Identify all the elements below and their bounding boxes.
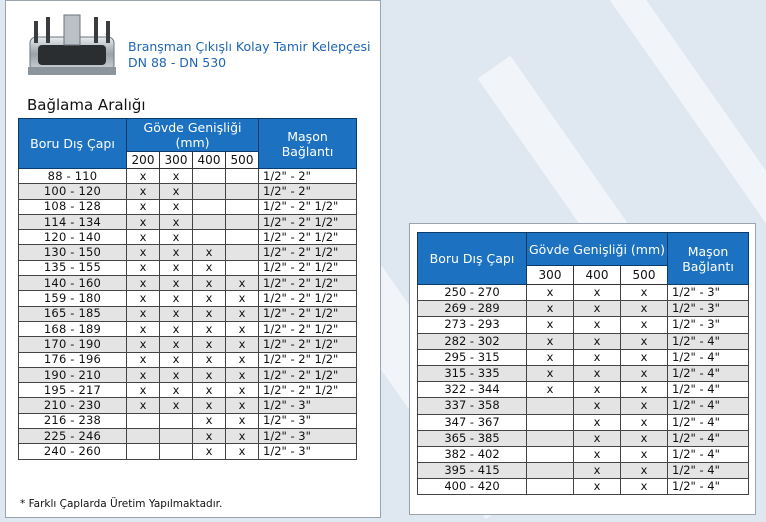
connection-cell: 1/2" - 3" xyxy=(668,301,749,317)
width-500-cell xyxy=(226,260,259,275)
connection-cell: 1/2" - 2" 1/2" xyxy=(259,291,357,306)
connection-cell: 1/2" - 4" xyxy=(668,382,749,398)
width-300-cell: x xyxy=(527,349,574,365)
table-row xyxy=(19,169,357,184)
width-200-cell: x xyxy=(127,260,160,275)
width-400-cell: x xyxy=(193,413,226,428)
pipe-range-cell: 159 - 180 xyxy=(19,291,127,306)
width-400-cell: x xyxy=(193,383,226,398)
width-200-cell: x xyxy=(127,199,160,214)
pipe-range-cell: 168 - 189 xyxy=(19,321,127,336)
width-500-cell xyxy=(226,214,259,229)
width-300-cell xyxy=(527,479,574,495)
width-400-cell: x xyxy=(193,245,226,260)
table-row xyxy=(418,446,749,462)
width-500-cell: x xyxy=(226,306,259,321)
width-400-cell xyxy=(193,199,226,214)
pipe-range-cell: 135 - 155 xyxy=(19,260,127,275)
width-400-cell: x xyxy=(574,398,621,414)
width-300-cell: x xyxy=(527,382,574,398)
table-row xyxy=(418,382,749,398)
table-row xyxy=(418,398,749,414)
width-400-cell: x xyxy=(193,321,226,336)
width-500-cell xyxy=(226,245,259,260)
width-400-cell: x xyxy=(193,306,226,321)
width-header: 300 xyxy=(527,266,574,285)
width-300-cell xyxy=(160,444,193,459)
width-200-cell xyxy=(127,429,160,444)
width-300-cell xyxy=(160,413,193,428)
connection-cell: 1/2" - 3" xyxy=(259,413,357,428)
col-header-connection-line1: Maşon xyxy=(687,243,729,259)
connection-cell: 1/2" - 2" 1/2" xyxy=(259,352,357,367)
connection-cell: 1/2" - 4" xyxy=(668,365,749,381)
width-300-cell: x xyxy=(160,383,193,398)
right-spec-table xyxy=(417,232,749,495)
pipe-range-cell: 365 - 385 xyxy=(418,430,527,446)
width-500-cell: x xyxy=(621,317,668,333)
table-row xyxy=(19,321,357,336)
table-row xyxy=(418,463,749,479)
table-row xyxy=(19,444,357,459)
width-300-cell: x xyxy=(160,398,193,413)
pipe-range-cell: 216 - 238 xyxy=(19,413,127,428)
width-500-cell xyxy=(226,199,259,214)
width-200-cell: x xyxy=(127,306,160,321)
width-500-cell: x xyxy=(226,383,259,398)
footnote: * Farklı Çaplarda Üretim Yapılmaktadır. xyxy=(20,498,223,510)
width-500-cell: x xyxy=(621,333,668,349)
connection-cell: 1/2" - 4" xyxy=(668,349,749,365)
width-500-cell: x xyxy=(621,446,668,462)
width-500-cell: x xyxy=(226,321,259,336)
width-400-cell: x xyxy=(574,430,621,446)
width-300-cell: x xyxy=(527,333,574,349)
width-300-cell xyxy=(527,430,574,446)
width-300-cell: x xyxy=(160,367,193,382)
width-200-cell: x xyxy=(127,367,160,382)
width-200-cell: x xyxy=(127,398,160,413)
width-500-cell xyxy=(226,184,259,199)
table-row xyxy=(19,230,357,245)
width-200-cell: x xyxy=(127,321,160,336)
width-400-cell: x xyxy=(193,291,226,306)
left-spec-table xyxy=(18,118,357,460)
width-header: 500 xyxy=(621,266,668,285)
connection-cell: 1/2" - 3" xyxy=(259,398,357,413)
col-header-body-width: Gövde Genişliği (mm) xyxy=(127,119,259,152)
pipe-range-cell: 140 - 160 xyxy=(19,276,127,291)
table-row xyxy=(19,398,357,413)
connection-cell: 1/2" - 4" xyxy=(668,333,749,349)
left-spec-panel xyxy=(5,0,381,518)
connection-cell: 1/2" - 2" 1/2" xyxy=(259,306,357,321)
width-400-cell xyxy=(193,230,226,245)
table-row xyxy=(418,301,749,317)
width-400-cell: x xyxy=(574,382,621,398)
pipe-range-cell: 322 - 344 xyxy=(418,382,527,398)
pipe-range-cell: 114 - 134 xyxy=(19,214,127,229)
connection-cell: 1/2" - 2" 1/2" xyxy=(259,214,357,229)
table-row xyxy=(19,337,357,352)
pipe-range-cell: 165 - 185 xyxy=(19,306,127,321)
width-500-cell: x xyxy=(621,479,668,495)
table-row xyxy=(418,333,749,349)
connection-cell: 1/2" - 4" xyxy=(668,479,749,495)
pipe-range-cell: 225 - 246 xyxy=(19,429,127,444)
width-500-cell: x xyxy=(621,398,668,414)
width-200-cell: x xyxy=(127,383,160,398)
width-400-cell xyxy=(193,214,226,229)
pipe-range-cell: 176 - 196 xyxy=(19,352,127,367)
connection-cell: 1/2" - 2" xyxy=(259,184,357,199)
width-500-cell: x xyxy=(226,276,259,291)
width-300-cell xyxy=(527,414,574,430)
width-500-cell: x xyxy=(226,337,259,352)
width-400-cell: x xyxy=(193,352,226,367)
width-400-cell: x xyxy=(193,337,226,352)
width-500-cell: x xyxy=(226,413,259,428)
width-500-cell: x xyxy=(621,349,668,365)
width-header: 200 xyxy=(127,152,160,169)
width-500-cell: x xyxy=(226,352,259,367)
table-row xyxy=(19,413,357,428)
table-row xyxy=(418,414,749,430)
pipe-range-cell: 195 - 217 xyxy=(19,383,127,398)
table-row xyxy=(418,349,749,365)
pipe-range-cell: 250 - 270 xyxy=(418,285,527,301)
table-row xyxy=(19,245,357,260)
col-header-connection xyxy=(259,119,357,169)
table-row xyxy=(19,199,357,214)
width-500-cell: x xyxy=(226,429,259,444)
connection-cell: 1/2" - 2" 1/2" xyxy=(259,367,357,382)
connection-cell: 1/2" - 2" 1/2" xyxy=(259,199,357,214)
pipe-range-cell: 382 - 402 xyxy=(418,446,527,462)
width-400-cell: x xyxy=(574,365,621,381)
pipe-range-cell: 400 - 420 xyxy=(418,479,527,495)
width-header: 300 xyxy=(160,152,193,169)
width-500-cell: x xyxy=(621,382,668,398)
pipe-range-cell: 347 - 367 xyxy=(418,414,527,430)
width-400-cell: x xyxy=(574,301,621,317)
table-row xyxy=(19,260,357,275)
col-header-body-width: Gövde Genişliği (mm) xyxy=(527,233,668,266)
connection-cell: 1/2" - 2" 1/2" xyxy=(259,276,357,291)
width-300-cell: x xyxy=(160,184,193,199)
width-300-cell: x xyxy=(160,321,193,336)
table-row xyxy=(19,306,357,321)
width-500-cell: x xyxy=(226,367,259,382)
width-300-cell: x xyxy=(527,317,574,333)
table-row xyxy=(19,367,357,382)
connection-cell: 1/2" - 3" xyxy=(259,444,357,459)
pipe-range-cell: 190 - 210 xyxy=(19,367,127,382)
table-row xyxy=(19,184,357,199)
right-spec-panel xyxy=(409,223,756,515)
width-300-cell: x xyxy=(160,291,193,306)
width-500-cell: x xyxy=(226,398,259,413)
width-200-cell: x xyxy=(127,230,160,245)
width-300-cell: x xyxy=(527,365,574,381)
width-200-cell: x xyxy=(127,291,160,306)
col-header-connection xyxy=(668,233,749,285)
width-500-cell: x xyxy=(621,463,668,479)
width-300-cell: x xyxy=(527,301,574,317)
width-500-cell: x xyxy=(226,444,259,459)
width-500-cell: x xyxy=(621,414,668,430)
pipe-range-cell: 100 - 120 xyxy=(19,184,127,199)
table-row xyxy=(19,383,357,398)
col-header-pipe-diameter: Boru Dış Çapı xyxy=(418,233,527,285)
pipe-range-cell: 395 - 415 xyxy=(418,463,527,479)
connection-cell: 1/2" - 2" xyxy=(259,169,357,184)
width-400-cell: x xyxy=(574,333,621,349)
width-300-cell: x xyxy=(527,285,574,301)
pipe-range-cell: 315 - 335 xyxy=(418,365,527,381)
width-300-cell: x xyxy=(160,337,193,352)
width-200-cell: x xyxy=(127,169,160,184)
pipe-range-cell: 108 - 128 xyxy=(19,199,127,214)
width-400-cell: x xyxy=(193,367,226,382)
connection-cell: 1/2" - 4" xyxy=(668,446,749,462)
pipe-range-cell: 130 - 150 xyxy=(19,245,127,260)
width-400-cell: x xyxy=(574,479,621,495)
table-row xyxy=(19,352,357,367)
pipe-range-cell: 269 - 289 xyxy=(418,301,527,317)
width-200-cell: x xyxy=(127,245,160,260)
width-300-cell xyxy=(160,429,193,444)
width-400-cell: x xyxy=(574,463,621,479)
width-400-cell: x xyxy=(193,276,226,291)
connection-cell: 1/2" - 4" xyxy=(668,414,749,430)
pipe-range-cell: 240 - 260 xyxy=(19,444,127,459)
width-header: 400 xyxy=(574,266,621,285)
width-500-cell: x xyxy=(226,291,259,306)
width-400-cell: x xyxy=(193,398,226,413)
width-300-cell: x xyxy=(160,230,193,245)
connection-cell: 1/2" - 2" 1/2" xyxy=(259,230,357,245)
width-200-cell xyxy=(127,444,160,459)
connection-cell: 1/2" - 3" xyxy=(668,285,749,301)
pipe-range-cell: 337 - 358 xyxy=(418,398,527,414)
table-row xyxy=(19,214,357,229)
pipe-range-cell: 170 - 190 xyxy=(19,337,127,352)
width-200-cell xyxy=(127,413,160,428)
width-300-cell xyxy=(527,446,574,462)
pipe-range-cell: 120 - 140 xyxy=(19,230,127,245)
connection-cell: 1/2" - 2" 1/2" xyxy=(259,321,357,336)
table-row xyxy=(19,429,357,444)
table-row xyxy=(19,291,357,306)
width-400-cell: x xyxy=(193,260,226,275)
width-400-cell: x xyxy=(574,349,621,365)
product-name: Branşman Çıkışlı Kolay Tamir Kelepçesi xyxy=(128,39,371,54)
table-row xyxy=(19,276,357,291)
col-header-connection-line1: Maşon xyxy=(287,128,328,144)
width-300-cell xyxy=(527,398,574,414)
width-400-cell: x xyxy=(574,446,621,462)
width-300-cell: x xyxy=(160,352,193,367)
col-header-pipe-diameter: Boru Dış Çapı xyxy=(19,119,127,169)
width-500-cell: x xyxy=(621,365,668,381)
width-300-cell: x xyxy=(160,245,193,260)
table-row xyxy=(418,365,749,381)
connection-cell: 1/2" - 4" xyxy=(668,398,749,414)
connection-cell: 1/2" - 4" xyxy=(668,430,749,446)
width-400-cell: x xyxy=(193,444,226,459)
width-200-cell: x xyxy=(127,184,160,199)
pipe-range-cell: 210 - 230 xyxy=(19,398,127,413)
width-500-cell xyxy=(226,230,259,245)
width-400-cell xyxy=(193,169,226,184)
connection-cell: 1/2" - 2" 1/2" xyxy=(259,337,357,352)
width-400-cell: x xyxy=(193,429,226,444)
table-row xyxy=(418,430,749,446)
width-200-cell: x xyxy=(127,352,160,367)
width-500-cell: x xyxy=(621,285,668,301)
connection-cell: 1/2" - 2" 1/2" xyxy=(259,260,357,275)
product-title xyxy=(128,39,371,71)
pipe-range-cell: 282 - 302 xyxy=(418,333,527,349)
pipe-range-cell: 295 - 315 xyxy=(418,349,527,365)
width-300-cell: x xyxy=(160,199,193,214)
width-200-cell: x xyxy=(127,337,160,352)
width-300-cell: x xyxy=(160,169,193,184)
connection-cell: 1/2" - 4" xyxy=(668,463,749,479)
width-500-cell: x xyxy=(621,301,668,317)
col-header-connection-line2: Bağlantı xyxy=(281,143,334,159)
width-500-cell xyxy=(226,169,259,184)
width-200-cell: x xyxy=(127,276,160,291)
table-row xyxy=(418,285,749,301)
width-header: 400 xyxy=(193,152,226,169)
width-200-cell: x xyxy=(127,214,160,229)
connection-cell: 1/2" - 2" 1/2" xyxy=(259,245,357,260)
width-300-cell xyxy=(527,463,574,479)
width-500-cell: x xyxy=(621,430,668,446)
width-header: 500 xyxy=(226,152,259,169)
width-400-cell: x xyxy=(574,317,621,333)
width-400-cell: x xyxy=(574,414,621,430)
width-400-cell: x xyxy=(574,285,621,301)
table-row xyxy=(418,317,749,333)
width-400-cell xyxy=(193,184,226,199)
connection-cell: 1/2" - 3" xyxy=(668,317,749,333)
col-header-connection-line2: Bağlantı xyxy=(682,258,734,274)
table-row xyxy=(418,479,749,495)
connection-cell: 1/2" - 2" 1/2" xyxy=(259,383,357,398)
width-300-cell: x xyxy=(160,214,193,229)
width-300-cell: x xyxy=(160,260,193,275)
pipe-range-cell: 273 - 293 xyxy=(418,317,527,333)
pipe-range-cell: 88 - 110 xyxy=(19,169,127,184)
repair-clamp-photo-icon xyxy=(24,9,120,89)
connection-cell: 1/2" - 3" xyxy=(259,429,357,444)
product-size-range: DN 88 - DN 530 xyxy=(128,55,227,70)
width-300-cell: x xyxy=(160,276,193,291)
section-title: Bağlama Aralığı xyxy=(27,96,146,114)
width-300-cell: x xyxy=(160,306,193,321)
